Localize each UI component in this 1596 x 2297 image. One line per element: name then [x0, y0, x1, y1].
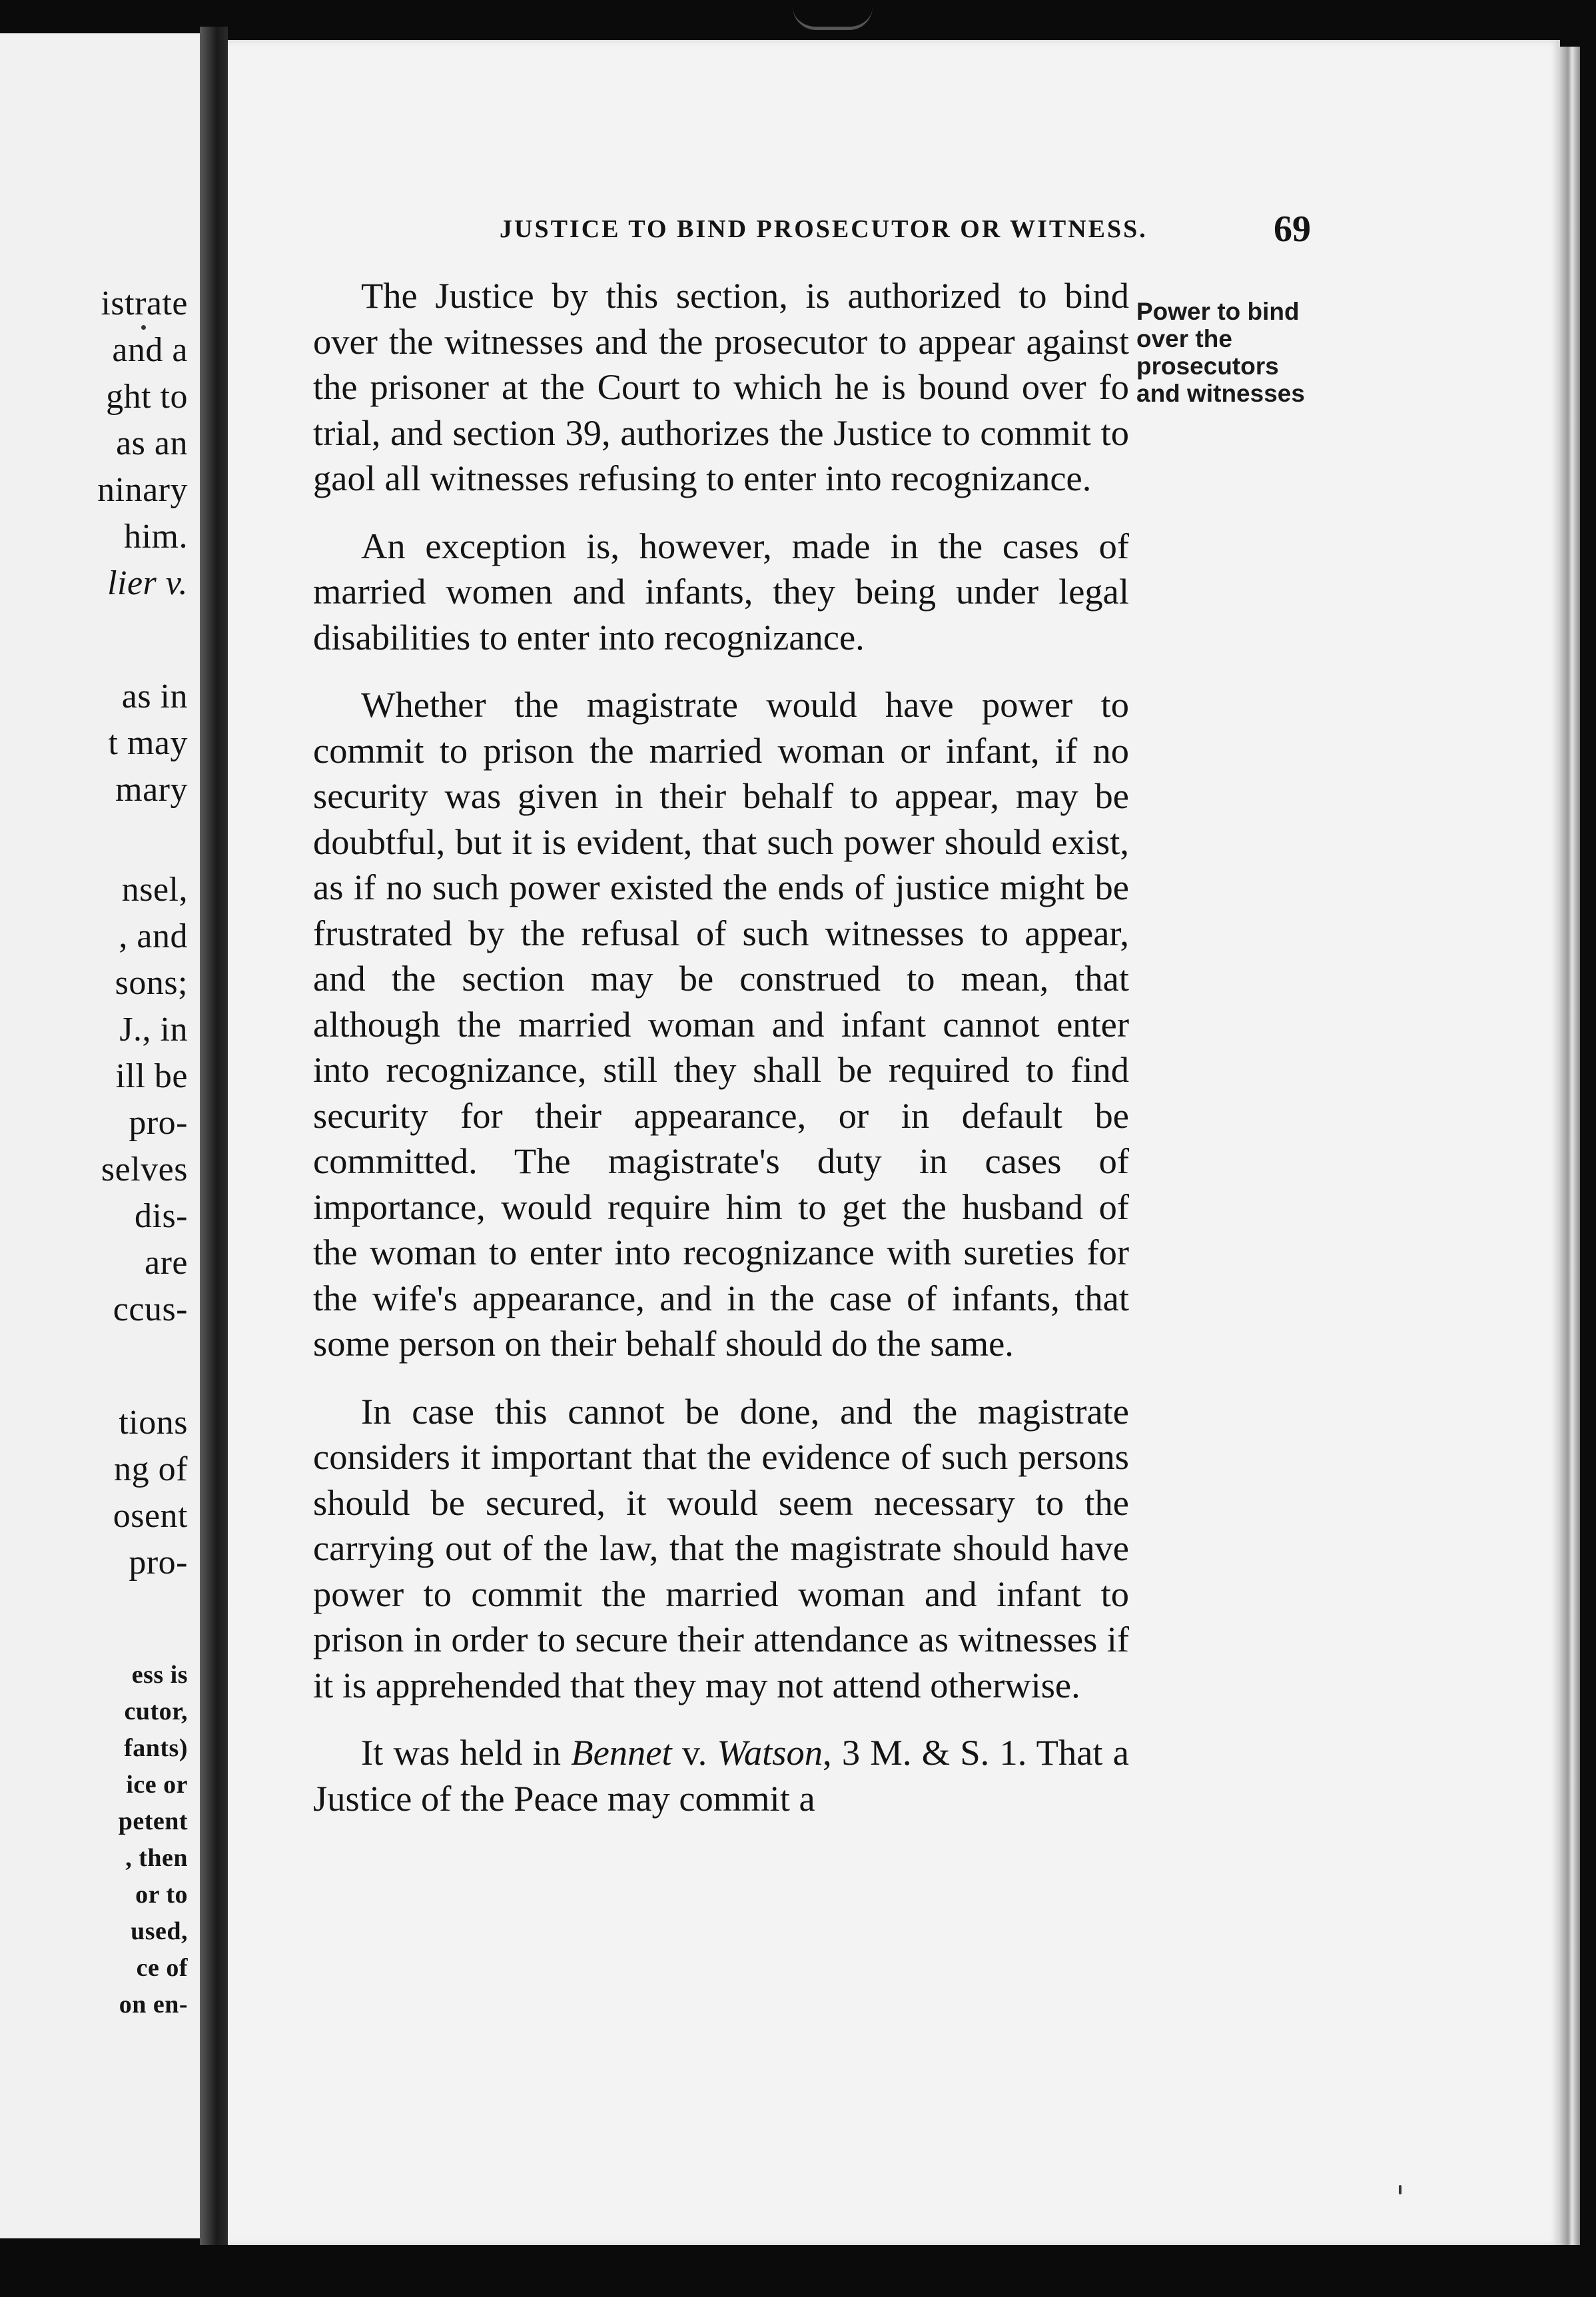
page-edge	[1560, 47, 1580, 2245]
left-text-fragment: ninary	[97, 471, 188, 509]
left-text-fragment: ill be	[115, 1057, 188, 1095]
left-text-fragment: pro-	[129, 1544, 188, 1582]
paragraph: The Justice by this section, is authorized to bind over the witnesses and the prosecutor to appear against the prisoner at the Court to which he is bound over fo trial, and section 39, authorizes the Justice to commit to gaol all witnesses refusing to enter into recognizance.	[313, 275, 1129, 498]
left-text-fragment: him.	[124, 518, 188, 556]
case-name: Bennet	[571, 1732, 672, 1773]
print-speck	[141, 325, 146, 330]
left-margin-note-fragment: petent	[118, 1807, 188, 1835]
left-text-fragment: lier v.	[107, 564, 188, 602]
case-name: Watson	[717, 1732, 823, 1773]
left-text-fragment: osent	[113, 1497, 188, 1535]
margin-note	[1136, 298, 1336, 407]
left-margin-note-fragment: fants)	[124, 1734, 188, 1762]
left-text-fragment: selves	[101, 1150, 188, 1188]
paragraph: An exception is, however, made in the cases of married women and infants, they being under legal disabilities to enter into recognizance.	[313, 525, 1129, 658]
left-text-fragment: are	[145, 1244, 188, 1282]
left-text-fragment: istrate	[101, 284, 188, 322]
left-text-fragment: tions	[119, 1404, 188, 1442]
left-text-fragment: as in	[121, 678, 188, 715]
left-margin-note-fragment: or to	[135, 1881, 188, 1909]
left-text-fragment: ght to	[106, 378, 188, 416]
left-margin-note-fragment: cutor,	[124, 1697, 188, 1725]
margin-note-line: Power to bind	[1136, 298, 1300, 325]
left-text-fragment: dis-	[135, 1197, 188, 1235]
scan-mark	[793, 7, 873, 30]
running-header: JUSTICE TO BIND PROSECUTOR OR WITNESS.	[500, 215, 1148, 243]
left-text-fragment: nsel,	[121, 871, 188, 909]
left-text-fragment: mary	[115, 771, 188, 809]
text-run: It was held in	[361, 1732, 572, 1773]
left-text-fragment: pro-	[129, 1104, 188, 1142]
left-text-fragment: t may	[108, 724, 188, 762]
margin-note-line: and witnesses	[1136, 380, 1305, 407]
paragraph: Whether the magistrate would have power to commit to prison the married woman or infant, if no security was given in their behalf to appear, may be doubtful, but it is evident, that such power should exist, as if no such power existed the ends of justice might be frustrated by the refusal of such witnesses to appear, and the section may be construed to mean, that although the married woman and infant cannot enter into recognizance, still they shall be required to find security for their appearance, or in default be committed. The magistrate's duty in cases of importance, would require him to get the husband of the woman to enter into recognizance with sureties for the wife's appearance, and in the case of infants, that some person on their behalf should do the same.	[313, 684, 1129, 1364]
left-page	[0, 33, 200, 2238]
body-text	[313, 273, 1129, 1843]
left-text-fragment: sons;	[115, 964, 188, 1002]
paragraph: In case this cannot be done, and the magistrate considers it important that the evidence of such persons should be secured, it would seem necessary to the carrying out of the law, that the magistrate should have power to commit the married woman and infant to prison in order to secure their attendance as witnesses if it is apprehended that they may not attend otherwise.	[313, 1390, 1129, 1705]
left-text-fragment: , and	[119, 917, 188, 955]
left-margin-note-fragment: on en-	[119, 1991, 188, 2019]
left-margin-note-fragment: ess is	[131, 1661, 188, 1689]
paragraph	[313, 1730, 1129, 1821]
print-speck	[1399, 2185, 1401, 2194]
left-text-fragment: and a	[112, 331, 188, 369]
left-text-fragment: ccus-	[113, 1290, 188, 1328]
left-margin-note-fragment: , then	[125, 1844, 188, 1872]
text-run: , 3 M. & S. 1. That a Justice of the Peace may commit a	[313, 1732, 1129, 1819]
left-margin-note-fragment: used,	[131, 1917, 188, 1945]
margin-note-line: prosecutors	[1136, 352, 1279, 380]
text-run: v.	[671, 1732, 717, 1773]
left-text-fragment: ng of	[114, 1450, 188, 1488]
page-number: 69	[1274, 209, 1311, 250]
left-margin-note-fragment: ce of	[136, 1954, 188, 1982]
left-text-fragment: J., in	[119, 1011, 188, 1049]
left-text-fragment: as an	[116, 424, 188, 462]
book-gutter	[200, 27, 228, 2245]
left-margin-note-fragment: ice or	[126, 1771, 188, 1799]
margin-note-line: over the	[1136, 325, 1232, 352]
